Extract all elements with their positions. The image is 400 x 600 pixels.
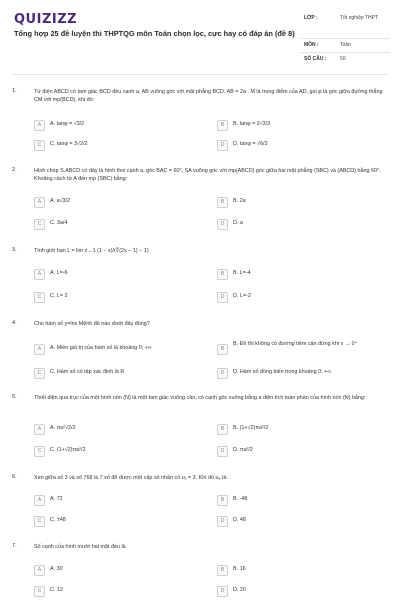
- option-text: B. -48: [233, 496, 248, 502]
- option-letter: B: [217, 495, 228, 506]
- option-letter: D: [217, 219, 228, 230]
- option-c[interactable]: [34, 140, 194, 152]
- option-b[interactable]: [217, 269, 377, 281]
- option-letter: A: [34, 565, 45, 576]
- question-text: Tứ diện ABCD có tam giác BCD đều cạnh a, AB vuông góc với mặt phẳng BCD, AB = 2a . M là trung điểm của AD, gọi φ là góc giữa đường thẳng CM với mp(BCD), khi đó:: [34, 89, 383, 103]
- option-d[interactable]: [217, 586, 377, 598]
- option-letter: D: [217, 516, 228, 527]
- option-d[interactable]: [217, 446, 377, 458]
- option-text: C. L= 2: [50, 293, 68, 299]
- option-text: C. 3a/4: [50, 220, 68, 226]
- option-text: C. tanφ = 3√2/2: [50, 141, 88, 147]
- option-letter: B: [217, 120, 228, 131]
- question-text: Hình chóp S.ABCD có đáy là hình thoi cạnh a, góc BAC = 60°, SA vuông góc với mp(ABCD) góc giữa hai mặt phẳng (SBC) và (ABCD) bằng 60°. Khoảng cách từ A đến mp (SBC) bằng:: [34, 168, 381, 182]
- option-a[interactable]: [34, 120, 194, 132]
- question: [12, 167, 388, 237]
- question-text: Thiết diện qua trục của một hình nón (N) là một tam giác vuông cân, có cạnh góc vuông bằng a diện tích toàn phần của hình nón (N) bằng:: [34, 395, 366, 401]
- option-d[interactable]: [217, 292, 377, 304]
- option-text: B. tanφ = 2√3/3: [233, 121, 271, 127]
- option-text: C. Hàm số có tập xác định là R: [50, 369, 125, 375]
- meta-value-count: 50: [340, 56, 346, 62]
- question-text: Số cạnh của hình mười hai mặt đều là: [34, 544, 126, 550]
- option-text: A. tanφ = √3/2: [50, 121, 85, 127]
- option-c[interactable]: [34, 368, 194, 380]
- option-text: A. 30: [50, 566, 63, 572]
- option-c[interactable]: [34, 219, 194, 231]
- question: [12, 394, 388, 464]
- option-a[interactable]: [34, 269, 194, 281]
- question-number: 1.: [12, 88, 17, 94]
- brand-logo: QUIZIZZ: [14, 12, 78, 27]
- question: [12, 543, 388, 599]
- meta-row-class: [300, 12, 390, 39]
- option-text: A. a√3/2: [50, 198, 71, 204]
- option-letter: A: [34, 424, 45, 435]
- option-a[interactable]: [34, 495, 194, 507]
- option-text: D. 48: [233, 517, 246, 523]
- option-letter: A: [34, 344, 45, 355]
- option-text: D. 20: [233, 587, 246, 593]
- option-text: C. ±48: [50, 517, 66, 523]
- option-text: B. 2a: [233, 198, 246, 204]
- option-d[interactable]: [217, 516, 377, 528]
- question-text: Cho hàm số y=lnx Mệnh đề nào dưới đây đúng?: [34, 321, 150, 327]
- meta-label-class: LỚP :: [304, 15, 318, 21]
- option-letter: C: [34, 219, 45, 230]
- option-text: A. 72: [50, 496, 63, 502]
- option-letter: B: [217, 565, 228, 576]
- option-letter: D: [217, 586, 228, 597]
- option-letter: B: [217, 269, 228, 280]
- question-number: 3.: [12, 247, 17, 253]
- option-text: B. Đồ thị không có đường tiệm cận đứng khi x → 0⁺: [233, 341, 358, 347]
- option-letter: B: [217, 197, 228, 208]
- meta-row-subject: [300, 39, 390, 53]
- meta-row-count: [300, 53, 390, 66]
- option-letter: C: [34, 140, 45, 151]
- option-text: C. (1+√2)πa²/2: [50, 447, 86, 453]
- option-letter: A: [34, 197, 45, 208]
- meta-label-subject: MÔN :: [304, 42, 319, 48]
- header: [0, 0, 400, 70]
- question-text: Xen giữa số 3 và số 768 là 7 số để được một cấp số nhân có u₁ = 3. Khi đó u₈ là:: [34, 475, 228, 481]
- meta-value-class: Tốt nghiệp THPT: [340, 15, 378, 21]
- option-text: A. πa²√2/2: [50, 425, 76, 431]
- option-c[interactable]: [34, 292, 194, 304]
- option-letter: C: [34, 368, 45, 379]
- question-number: 2.: [12, 167, 17, 173]
- question-number: 5.: [12, 394, 17, 400]
- option-letter: D: [217, 292, 228, 303]
- option-letter: C: [34, 292, 45, 303]
- option-b[interactable]: [217, 120, 377, 132]
- option-letter: A: [34, 269, 45, 280]
- option-d[interactable]: [217, 219, 377, 231]
- meta-value-subject: Toán: [340, 42, 351, 48]
- page-title: Tổng hợp 25 đề luyện thi THPTQG môn Toán chọn lọc, cực hay có đáp án (đề 8): [14, 29, 295, 38]
- option-text: B. L=-4: [233, 270, 251, 276]
- question-number: 4.: [12, 320, 17, 326]
- option-text: D. πa²/2: [233, 447, 253, 453]
- option-text: C. 12: [50, 587, 63, 593]
- meta-label-count: SỐ CÂU :: [304, 56, 327, 62]
- meta-panel: [300, 12, 390, 66]
- option-text: A. Miền giá trị của hàm số là khoảng 0; +∞: [50, 345, 152, 351]
- option-c[interactable]: [34, 586, 194, 598]
- option-a[interactable]: [34, 424, 194, 436]
- question: [12, 320, 388, 380]
- option-letter: C: [34, 446, 45, 457]
- option-text: D. L=-2: [233, 293, 251, 299]
- question: [12, 474, 388, 532]
- option-a[interactable]: [34, 565, 194, 577]
- option-text: D. Hàm số đồng biến trong khoảng 0; +∞: [233, 369, 332, 375]
- option-c[interactable]: [34, 516, 194, 528]
- option-b[interactable]: [217, 340, 377, 358]
- option-letter: D: [217, 368, 228, 379]
- divider: [12, 74, 388, 75]
- option-text: B. 16: [233, 566, 246, 572]
- option-a[interactable]: [34, 344, 194, 356]
- option-text: B. (1+√2)πa²/2: [233, 425, 269, 431]
- option-letter: C: [34, 516, 45, 527]
- option-a[interactable]: [34, 197, 194, 209]
- option-text: A. L=-6: [50, 270, 68, 276]
- question: [12, 247, 388, 307]
- option-b[interactable]: [217, 495, 377, 507]
- option-letter: A: [34, 120, 45, 131]
- option-letter: B: [217, 424, 228, 435]
- option-c[interactable]: [34, 446, 194, 458]
- option-b[interactable]: [217, 424, 377, 436]
- option-letter: A: [34, 495, 45, 506]
- option-letter: C: [34, 586, 45, 597]
- option-letter: D: [217, 446, 228, 457]
- question-text: Tính giới hạn L = lim x→1 (1 − x)/(∛(2x − 1) − 1): [34, 248, 149, 254]
- question-number: 7.: [12, 543, 17, 549]
- option-letter: B: [217, 344, 228, 355]
- question: [12, 88, 388, 160]
- option-letter: D: [217, 140, 228, 151]
- option-b[interactable]: [217, 197, 377, 209]
- option-d[interactable]: [217, 140, 377, 152]
- option-text: D. tanφ = √6/3: [233, 141, 268, 147]
- option-d[interactable]: [217, 368, 377, 380]
- option-text: D. a: [233, 220, 243, 226]
- option-b[interactable]: [217, 565, 377, 577]
- question-number: 6.: [12, 474, 17, 480]
